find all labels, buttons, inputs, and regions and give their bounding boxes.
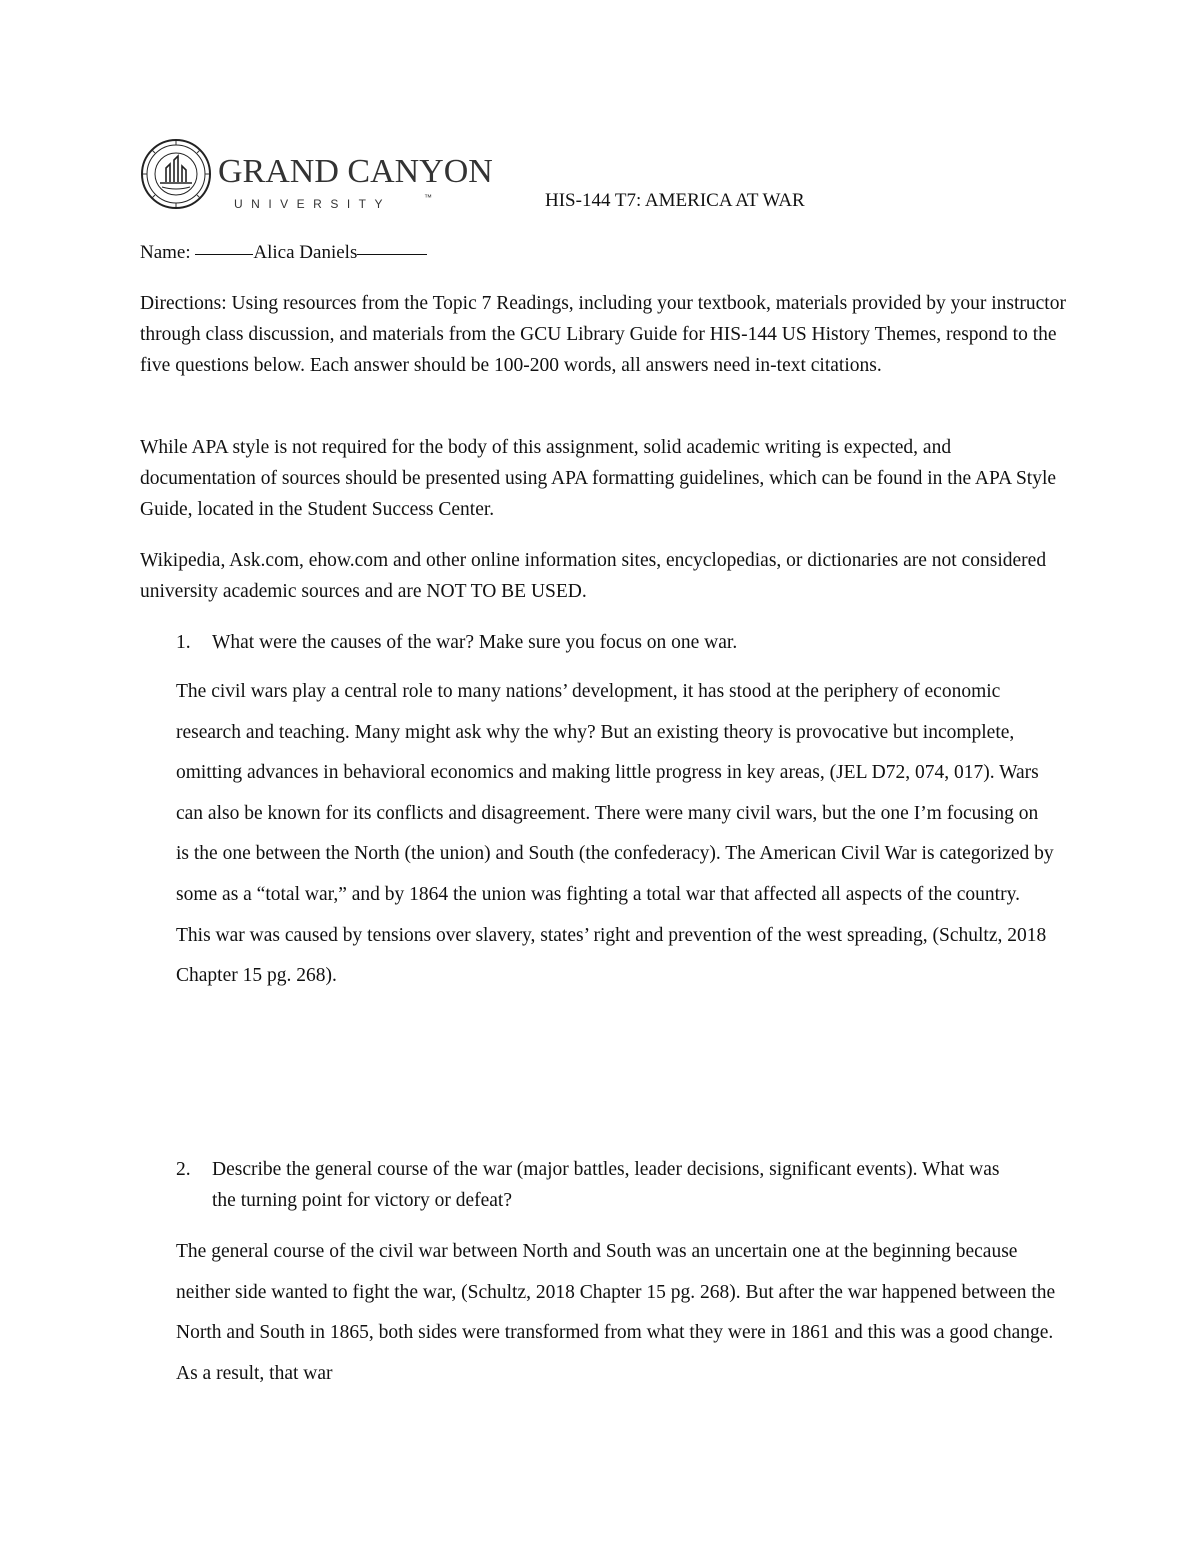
student-name-line [140, 242, 427, 264]
apa-paragraph: While APA style is not required for the body of this assignment, solid academic writing is expected, and documentation of sources should be presented using APA formatting guidelines, which can be found in the APA Style Guide, located in the Student Success Center. [140, 437, 1057, 520]
course-title: HIS-144 T7: AMERICA AT WAR [545, 190, 805, 211]
sources-paragraph: Wikipedia, Ask.com, ehow.com and other online information sites, encyclopedias, or dictionaries are not considered university academic sources and are NOT TO BE USED. [140, 550, 1047, 602]
directions-paragraph: Directions: Using resources from the Topic 7 Readings, including your textbook, materials provided by your instructor through class discussion, and materials from the GCU Library Guide for HIS-144 US History Themes, respond to the five questions below. Each answer should be 100-200 words, all answers need in-text citations. [140, 293, 1066, 376]
name-label: Name: [140, 242, 191, 263]
university-logo [140, 138, 493, 214]
logo-name-line2: UNIVERSITY [234, 197, 392, 211]
name-underline-before [195, 254, 253, 255]
student-name: Alica Daniels [253, 242, 358, 263]
university-seal-icon [140, 138, 493, 214]
question-1-number: 1. [176, 632, 191, 653]
answer-2: The general course of the civil war between North and South was an uncertain one at the beginning because neither side wanted to fight the war, (Schultz, 2018 Chapter 15 pg. 268). But after the war happened between the North and South in 1865, both sides were transformed from what they were in 1861 and this was a good change. As a result, that war [176, 1241, 1056, 1384]
logo-name-line1: GRAND CANYON [218, 153, 493, 190]
question-1-prompt: What were the causes of the war? Make sure you focus on one war. [212, 632, 738, 653]
logo-trademark: ™ [424, 193, 432, 202]
answer-1: The civil wars play a central role to many nations’ development, it has stood at the periphery of economic research and teaching. Many might ask why the why? But an existing theory is provocative but incomplete, omitting advances in behavioral economics and making little progress in key areas, (JEL D72, 074, 017). Wars can also be known for its conflicts and disagreement. There were many civil wars, but the one I’m focusing on is the one between the North (the union) and South (the confederacy). The American Civil War is categorized by some as a “total war,” and by 1864 the union was fighting a total war that affected all aspects of the country. This war was caused by tensions over slavery, states’ right and prevention of the west spreading, (Schultz, 2018 Chapter 15 pg. 268). [176, 681, 1054, 987]
question-2-prompt: Describe the general course of the war (major battles, leader decisions, significant events). What was the turning point for victory or defeat? [212, 1159, 1000, 1211]
name-underline-after [357, 254, 427, 255]
question-2-number: 2. [176, 1159, 191, 1180]
